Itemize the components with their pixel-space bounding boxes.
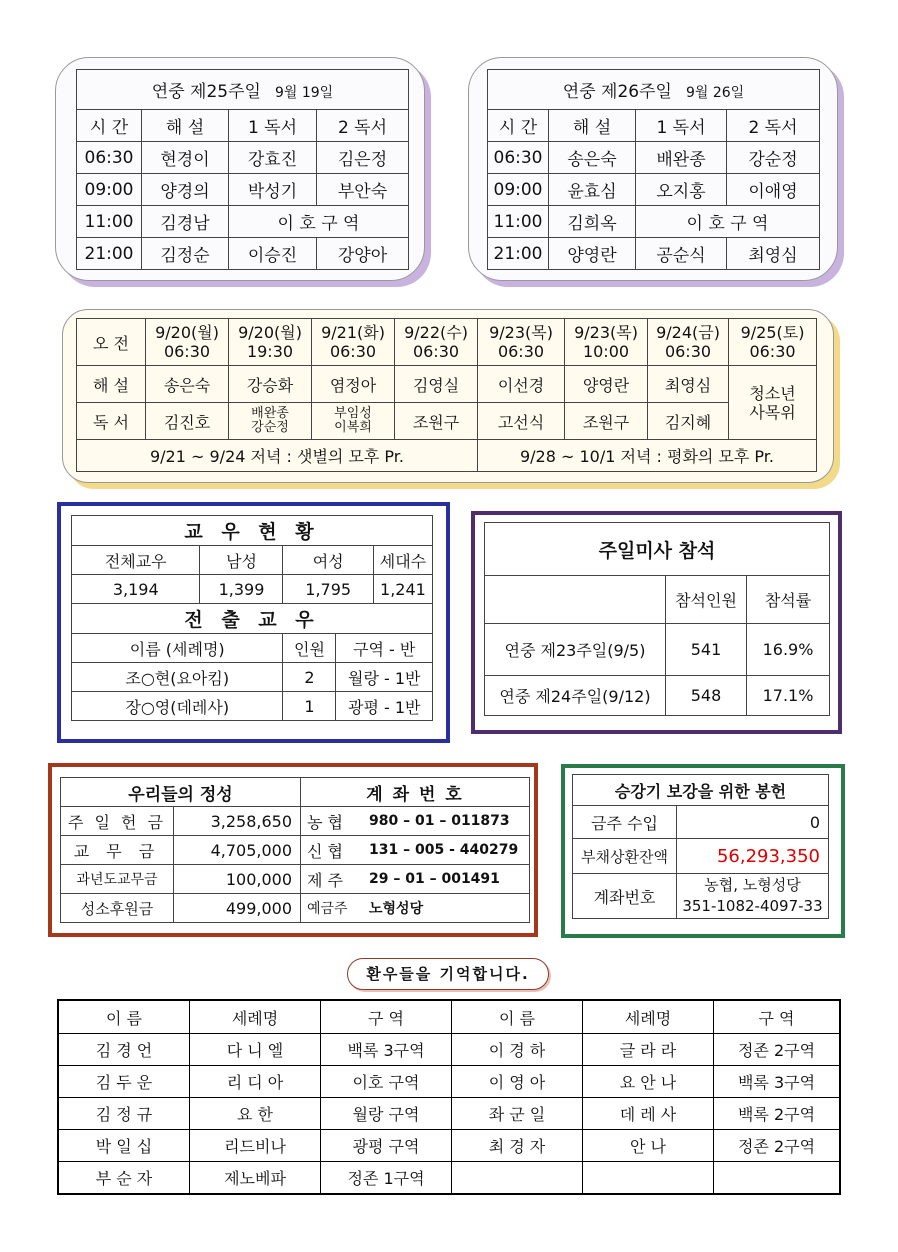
name-cell: 이애영 bbox=[727, 174, 820, 206]
name-cell: 오지홍 bbox=[636, 174, 727, 206]
sick-baptismal: 제노베파 bbox=[190, 1162, 321, 1195]
attendance-rate: 17.1% bbox=[747, 676, 830, 716]
sick-district: 정존 2구역 bbox=[714, 1034, 841, 1066]
sick-header: 구 역 bbox=[714, 1000, 841, 1034]
sick-name: 이 영 아 bbox=[452, 1066, 583, 1098]
name-cell: 김영실 bbox=[395, 366, 478, 403]
offering-amount: 4,705,000 bbox=[174, 836, 301, 865]
header-time: 시 간 bbox=[488, 110, 549, 142]
table-row bbox=[573, 839, 829, 874]
offering-table bbox=[60, 777, 530, 923]
table-row bbox=[61, 836, 530, 865]
date-cell: 9/20(월) 06:30 bbox=[146, 319, 229, 366]
elevator-table bbox=[572, 774, 829, 919]
sick-name: 김 정 규 bbox=[58, 1098, 190, 1130]
sunday25-date: 9월 19일 bbox=[274, 85, 334, 101]
name-cell: 강양아 bbox=[317, 238, 409, 270]
attendance-title: 주일미사 참석 bbox=[485, 523, 830, 576]
bank-account: 29 – 01 – 001491 bbox=[369, 865, 530, 894]
name-cell: 고선식 bbox=[478, 403, 565, 440]
transfer-name: 조○현(요아킴) bbox=[72, 663, 283, 692]
attendance-count: 541 bbox=[666, 624, 747, 676]
sick-district: 이호 구역 bbox=[321, 1066, 452, 1098]
name-cell: 양영란 bbox=[565, 366, 648, 403]
name-cell: 현경이 bbox=[142, 142, 229, 174]
transfer-header: 인원 bbox=[283, 634, 336, 663]
district-cell: 이 호 구 역 bbox=[229, 206, 409, 238]
elevator-account bbox=[677, 874, 829, 919]
header-time: 시 간 bbox=[77, 110, 142, 142]
sick-baptismal: 안 나 bbox=[583, 1130, 714, 1162]
table-row bbox=[58, 1098, 840, 1130]
time-cell: 09:00 bbox=[488, 174, 549, 206]
attendance-rate: 16.9% bbox=[747, 624, 830, 676]
weekday-note-2: 9/28 ~ 10/1 저녁 : 평화의 모후 Pr. bbox=[478, 440, 817, 472]
row-reading-label: 독 서 bbox=[77, 403, 146, 440]
time-cell: 21:00 bbox=[77, 238, 142, 270]
name-cell: 김지혜 bbox=[648, 403, 729, 440]
table-row bbox=[58, 1066, 840, 1098]
table-row bbox=[61, 894, 530, 923]
bank-name: 신 협 bbox=[301, 836, 370, 865]
name-cell: 김희옥 bbox=[549, 206, 636, 238]
transfer-name: 장○영(데레사) bbox=[72, 692, 283, 721]
name-cell: 공순식 bbox=[636, 238, 727, 270]
name-cell: 양영란 bbox=[549, 238, 636, 270]
table-row bbox=[61, 865, 530, 894]
stat-header: 남성 bbox=[200, 546, 283, 575]
table-row bbox=[77, 142, 409, 174]
sick-baptismal: 요 안 나 bbox=[583, 1066, 714, 1098]
row-am-label: 오 전 bbox=[77, 319, 146, 366]
time-cell: 11:00 bbox=[77, 206, 142, 238]
offering-amount: 3,258,650 bbox=[174, 807, 301, 836]
header-reading1: 1 독서 bbox=[636, 110, 727, 142]
date-cell: 9/24(금) 06:30 bbox=[648, 319, 729, 366]
table-row bbox=[72, 692, 433, 721]
name-cell: 배완종 bbox=[636, 142, 727, 174]
weekday-note-1: 9/21 ~ 9/24 저녁 : 샛별의 모후 Pr. bbox=[77, 440, 478, 472]
date-cell: 9/20(월) 19:30 bbox=[229, 319, 312, 366]
parish-table bbox=[71, 515, 433, 721]
attendance-header: 참석인원 bbox=[666, 576, 747, 624]
date-cell: 9/21(화) 06:30 bbox=[312, 319, 395, 366]
offering-label: 교 무 금 bbox=[61, 836, 174, 865]
date-cell: 9/22(수) 06:30 bbox=[395, 319, 478, 366]
sick-header: 세례명 bbox=[190, 1000, 321, 1034]
offering-label: 성소후원금 bbox=[61, 894, 174, 923]
sick-header: 이 름 bbox=[58, 1000, 190, 1034]
sick-header: 구 역 bbox=[321, 1000, 452, 1034]
bank-name: 제 주 bbox=[301, 865, 370, 894]
transfer-count: 1 bbox=[283, 692, 336, 721]
sick-name: 좌 군 일 bbox=[452, 1098, 583, 1130]
sick-district: 백록 2구역 bbox=[714, 1098, 841, 1130]
stat-header: 전체교우 bbox=[72, 546, 200, 575]
sick-title: 환우들을 기억합니다. bbox=[347, 958, 549, 990]
name-cell: 김정순 bbox=[142, 238, 229, 270]
time-cell: 09:00 bbox=[77, 174, 142, 206]
time-cell: 06:30 bbox=[488, 142, 549, 174]
table-row bbox=[573, 806, 829, 839]
name-cell: 이선경 bbox=[478, 366, 565, 403]
header-reading1: 1 독서 bbox=[229, 110, 317, 142]
header-reading2: 2 독서 bbox=[317, 110, 409, 142]
attendance-header: 참석률 bbox=[747, 576, 830, 624]
header-reading2: 2 독서 bbox=[727, 110, 820, 142]
sunday25-title-text: 연중 제25주일 bbox=[151, 82, 261, 102]
bank-account: 980 – 01 – 011873 bbox=[369, 807, 530, 836]
table-row bbox=[488, 174, 820, 206]
account-title: 계 좌 번 호 bbox=[301, 778, 530, 807]
transfer-district: 광평 - 1반 bbox=[336, 692, 433, 721]
header-commentary: 해 설 bbox=[549, 110, 636, 142]
name-cell: 부임성 이복희 bbox=[312, 403, 395, 440]
attendance-week: 연중 제23주일(9/5) bbox=[485, 624, 666, 676]
table-row bbox=[488, 142, 820, 174]
name-cell: 조원구 bbox=[565, 403, 648, 440]
name-cell: 박성기 bbox=[229, 174, 317, 206]
sick-district: 광평 구역 bbox=[321, 1130, 452, 1162]
sick-district: 백록 3구역 bbox=[321, 1034, 452, 1066]
sunday26-date: 9월 26일 bbox=[685, 85, 745, 101]
name-cell: 강순정 bbox=[727, 142, 820, 174]
sunday26-title-text: 연중 제26주일 bbox=[562, 82, 672, 102]
offering-label: 주 일 헌 금 bbox=[61, 807, 174, 836]
stat-value: 3,194 bbox=[72, 575, 200, 604]
name-cell: 최영심 bbox=[727, 238, 820, 270]
name-cell: 송은숙 bbox=[549, 142, 636, 174]
table-row bbox=[485, 676, 830, 716]
sick-name: 부 순 자 bbox=[58, 1162, 190, 1195]
weekday-table bbox=[76, 318, 817, 472]
date-cell: 9/23(목) 10:00 bbox=[565, 319, 648, 366]
elevator-label: 부채상환잔액 bbox=[573, 839, 677, 874]
parish-title: 교 우 현 황 bbox=[72, 516, 433, 546]
time-cell: 06:30 bbox=[77, 142, 142, 174]
attendance-week: 연중 제24주일(9/12) bbox=[485, 676, 666, 716]
elevator-bank: 농협, 노형성당 bbox=[704, 876, 801, 894]
table-row bbox=[58, 1162, 840, 1195]
sick-name bbox=[452, 1162, 583, 1195]
sick-name: 박 일 십 bbox=[58, 1130, 190, 1162]
table-row bbox=[485, 624, 830, 676]
sick-baptismal: 데 레 사 bbox=[583, 1098, 714, 1130]
name-cell: 배완종 강순정 bbox=[229, 403, 312, 440]
header-commentary: 해 설 bbox=[142, 110, 229, 142]
sick-baptismal: 리 디 아 bbox=[190, 1066, 321, 1098]
bank-name: 농 협 bbox=[301, 807, 370, 836]
table-row bbox=[58, 1034, 840, 1066]
name-cell: 양경의 bbox=[142, 174, 229, 206]
sunday26-table bbox=[487, 69, 820, 270]
table-row bbox=[488, 206, 820, 238]
offering-label: 과년도교무금 bbox=[61, 865, 174, 894]
name-cell: 김진호 bbox=[146, 403, 229, 440]
attendance-blank bbox=[485, 576, 666, 624]
sick-baptismal bbox=[583, 1162, 714, 1195]
elevator-label: 금주 수입 bbox=[573, 806, 677, 839]
name-cell: 송은숙 bbox=[146, 366, 229, 403]
transfer-header: 이름 (세례명) bbox=[72, 634, 283, 663]
table-row bbox=[77, 174, 409, 206]
transfer-title: 전 출 교 우 bbox=[72, 604, 433, 634]
name-cell: 강승화 bbox=[229, 366, 312, 403]
debt-balance: 56,293,350 bbox=[677, 839, 829, 874]
name-cell: 최영심 bbox=[648, 366, 729, 403]
elevator-account-no: 351-1082-4097-33 bbox=[682, 897, 823, 915]
sick-name: 김 경 언 bbox=[58, 1034, 190, 1066]
sunday26-title bbox=[488, 70, 820, 110]
name-cell: 김은정 bbox=[317, 142, 409, 174]
stat-value: 1,795 bbox=[283, 575, 373, 604]
transfer-header: 구역 - 반 bbox=[336, 634, 433, 663]
saturday-cell: 청소년 사목위 bbox=[729, 366, 817, 440]
elevator-title: 승강기 보강을 위한 봉헌 bbox=[573, 775, 829, 806]
stat-value: 1,241 bbox=[373, 575, 432, 604]
offering-title: 우리들의 정성 bbox=[61, 778, 301, 807]
sick-baptismal: 요 한 bbox=[190, 1098, 321, 1130]
name-cell: 조원구 bbox=[395, 403, 478, 440]
sunday25-table bbox=[76, 69, 409, 270]
name-cell: 부안숙 bbox=[317, 174, 409, 206]
date-cell: 9/25(토) 06:30 bbox=[729, 319, 817, 366]
name-cell: 염정아 bbox=[312, 366, 395, 403]
table-row bbox=[72, 663, 433, 692]
sick-name: 최 경 자 bbox=[452, 1130, 583, 1162]
sick-baptismal: 글 라 라 bbox=[583, 1034, 714, 1066]
account-holder-label: 예금주 bbox=[301, 894, 370, 923]
name-cell: 이승진 bbox=[229, 238, 317, 270]
sick-district: 월랑 구역 bbox=[321, 1098, 452, 1130]
table-row bbox=[488, 238, 820, 270]
attendance-count: 548 bbox=[666, 676, 747, 716]
account-holder: 노형성당 bbox=[369, 894, 530, 923]
name-cell: 윤효심 bbox=[549, 174, 636, 206]
stat-value: 1,399 bbox=[200, 575, 283, 604]
district-cell: 이 호 구 역 bbox=[636, 206, 820, 238]
row-commentary-label: 해 설 bbox=[77, 366, 146, 403]
transfer-district: 월랑 - 1반 bbox=[336, 663, 433, 692]
table-row bbox=[61, 807, 530, 836]
name-cell: 김경남 bbox=[142, 206, 229, 238]
sunday25-title bbox=[77, 70, 409, 110]
sick-district: 정존 1구역 bbox=[321, 1162, 452, 1195]
sick-header: 이 름 bbox=[452, 1000, 583, 1034]
transfer-count: 2 bbox=[283, 663, 336, 692]
table-row bbox=[58, 1130, 840, 1162]
bank-account: 131 – 005 - 440279 bbox=[369, 836, 530, 865]
attendance-table bbox=[484, 522, 830, 716]
sick-district: 백록 3구역 bbox=[714, 1066, 841, 1098]
sick-baptismal: 리드비나 bbox=[190, 1130, 321, 1162]
sick-name: 김 두 운 bbox=[58, 1066, 190, 1098]
stat-header: 세대수 bbox=[373, 546, 432, 575]
offering-amount: 499,000 bbox=[174, 894, 301, 923]
offering-amount: 100,000 bbox=[174, 865, 301, 894]
elevator-amount: 0 bbox=[677, 806, 829, 839]
time-cell: 21:00 bbox=[488, 238, 549, 270]
table-row bbox=[77, 206, 409, 238]
time-cell: 11:00 bbox=[488, 206, 549, 238]
name-cell: 강효진 bbox=[229, 142, 317, 174]
sick-name: 이 경 하 bbox=[452, 1034, 583, 1066]
sick-header: 세례명 bbox=[583, 1000, 714, 1034]
elevator-account-label: 계좌번호 bbox=[573, 874, 677, 919]
table-row bbox=[77, 238, 409, 270]
sick-baptismal: 다 니 엘 bbox=[190, 1034, 321, 1066]
sick-district: 정존 2구역 bbox=[714, 1130, 841, 1162]
sick-table bbox=[57, 999, 841, 1195]
stat-header: 여성 bbox=[283, 546, 373, 575]
sick-district bbox=[714, 1162, 841, 1195]
date-cell: 9/23(목) 06:30 bbox=[478, 319, 565, 366]
